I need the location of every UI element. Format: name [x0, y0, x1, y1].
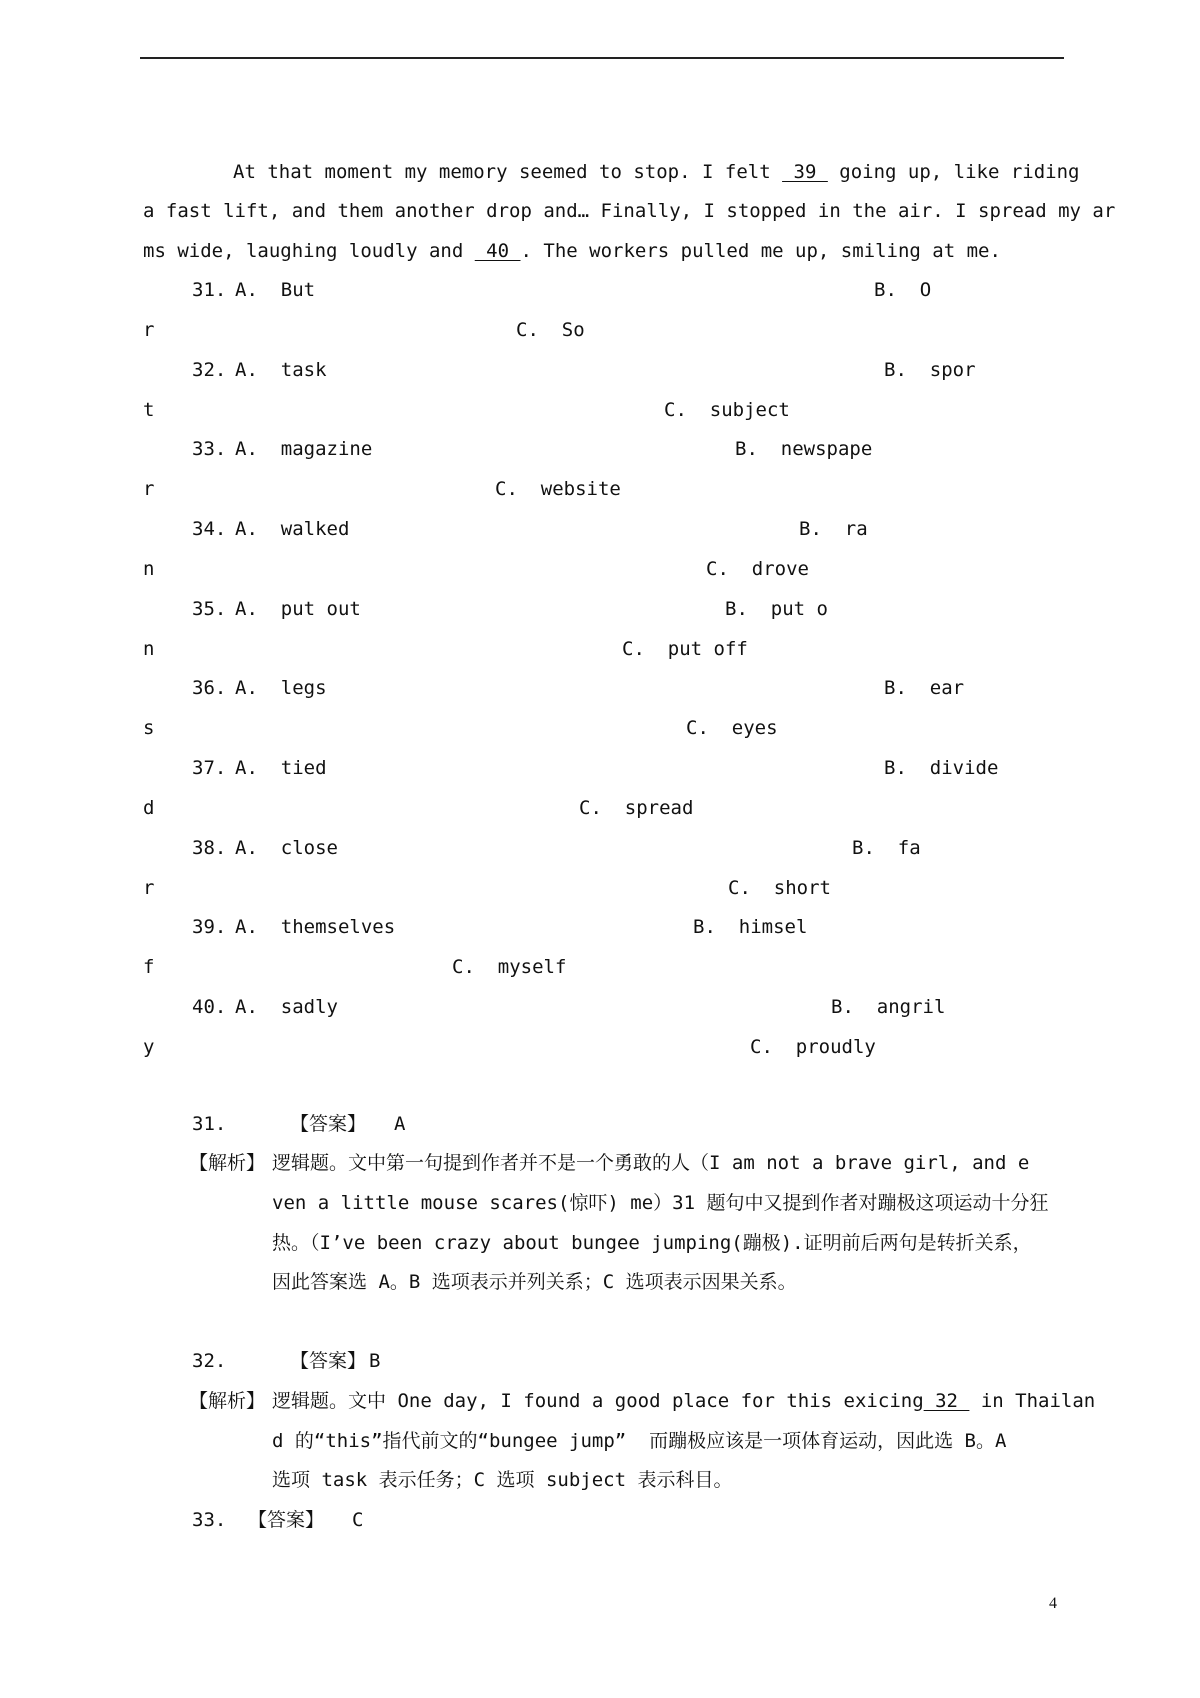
option-a: A. magazine	[235, 438, 373, 460]
answer-label: 【答案】	[290, 1350, 367, 1372]
option-b: B. angril	[831, 996, 946, 1018]
question-number: 37.	[192, 757, 227, 779]
option-b-wrap: n	[143, 638, 155, 660]
explanation-label: 【解析】	[189, 1152, 266, 1174]
option-b-wrap: s	[143, 717, 155, 739]
blank-32: 32	[923, 1390, 970, 1412]
option-c: C. subject	[664, 399, 790, 421]
option-b: B. ra	[799, 518, 868, 540]
option-b: B. divide	[884, 757, 999, 779]
question-number: 36.	[192, 677, 227, 699]
explanation-line: ven a little mouse scares(惊吓) me）31 题句中又提到作者对蹦极这项运动十分狂	[272, 1192, 1049, 1214]
question-number: 31.	[192, 279, 227, 301]
blank-40: 40	[474, 240, 521, 262]
option-b-wrap: r	[143, 319, 155, 341]
option-b-wrap: t	[143, 399, 155, 421]
option-b: B. himsel	[693, 916, 808, 938]
option-b: B. spor	[884, 359, 976, 381]
option-b-wrap: r	[143, 877, 155, 899]
option-a: A. But	[235, 279, 316, 301]
passage-line-1	[233, 160, 1080, 184]
option-c: C. drove	[706, 558, 809, 580]
option-a: A. sadly	[235, 996, 338, 1018]
explanation-line: 热。（I’ve been crazy about bungee jumping(蹦极).证明前后两句是转折关系，	[272, 1232, 1032, 1254]
option-b-wrap: y	[143, 1036, 155, 1058]
answer-label: 【答案】	[248, 1509, 325, 1531]
passage-text: . The workers pulled me up, smiling at me.	[520, 240, 1001, 262]
question-number: 33.	[192, 438, 227, 460]
explanation-line: 逻辑题。文中第一句提到作者并不是一个勇敢的人（I am not a brave girl, and e	[272, 1152, 1030, 1174]
blank-39: 39	[782, 161, 828, 183]
answer-label: 【答案】	[290, 1113, 367, 1135]
question-number: 35.	[192, 598, 227, 620]
option-b-wrap: f	[143, 956, 155, 978]
explanation-text: in Thailan	[969, 1390, 1096, 1412]
passage-line-2: a fast lift, and them another drop and… Finally, I stopped in the air. I spread my ar	[143, 200, 1116, 222]
option-c: C. short	[728, 877, 831, 899]
option-a: A. task	[235, 359, 327, 381]
option-a: A. tied	[235, 757, 327, 779]
option-c: C. eyes	[686, 717, 778, 739]
option-a: A. close	[235, 837, 338, 859]
question-number: 39.	[192, 916, 227, 938]
option-b: B. ear	[884, 677, 965, 699]
answer-number: 32.	[192, 1350, 227, 1372]
header-rule	[140, 57, 1064, 59]
option-b-wrap: r	[143, 478, 155, 500]
explanation-label: 【解析】	[189, 1390, 266, 1412]
answer-value: B	[369, 1350, 381, 1372]
option-a: A. put out	[235, 598, 361, 620]
answer-value: A	[394, 1113, 406, 1135]
option-c: C. myself	[452, 956, 567, 978]
question-number: 32.	[192, 359, 227, 381]
option-b: B. newspape	[735, 438, 873, 460]
page-number: 4	[1049, 1595, 1057, 1612]
option-a: A. legs	[235, 677, 327, 699]
option-c: C. spread	[579, 797, 694, 819]
option-a: A. walked	[235, 518, 350, 540]
explanation-text: 逻辑题。文中 One day, I found a good place for this exicing	[272, 1390, 924, 1412]
answer-value: C	[352, 1509, 364, 1531]
passage-text: ms wide, laughing loudly and	[143, 240, 475, 262]
question-number: 38.	[192, 837, 227, 859]
option-b: B. fa	[852, 837, 921, 859]
option-c: C. So	[516, 319, 585, 341]
explanation-line: 选项 task 表示任务；C 选项 subject 表示科目。	[272, 1469, 733, 1491]
option-b: B. O	[874, 279, 932, 301]
question-number: 40.	[192, 996, 227, 1018]
option-b-wrap: n	[143, 558, 155, 580]
answer-number: 33.	[192, 1509, 227, 1531]
passage-text: At that moment my memory seemed to stop. I felt	[233, 161, 783, 183]
passage-text: going up, like riding	[827, 161, 1080, 183]
explanation-line: d 的“this”指代前文的“bungee jump” 而蹦极应该是一项体育运动，因此选 B。A	[272, 1430, 1007, 1452]
option-a: A. themselves	[235, 916, 396, 938]
passage-line-3	[143, 239, 1001, 263]
explanation-line	[272, 1389, 1095, 1413]
explanation-line: 因此答案选 A。B 选项表示并列关系；C 选项表示因果关系。	[272, 1271, 797, 1293]
answer-number: 31.	[192, 1113, 227, 1135]
option-c: C. website	[495, 478, 621, 500]
option-b: B. put o	[725, 598, 828, 620]
option-b-wrap: d	[143, 797, 155, 819]
option-c: C. proudly	[750, 1036, 876, 1058]
option-c: C. put off	[622, 638, 748, 660]
question-number: 34.	[192, 518, 227, 540]
